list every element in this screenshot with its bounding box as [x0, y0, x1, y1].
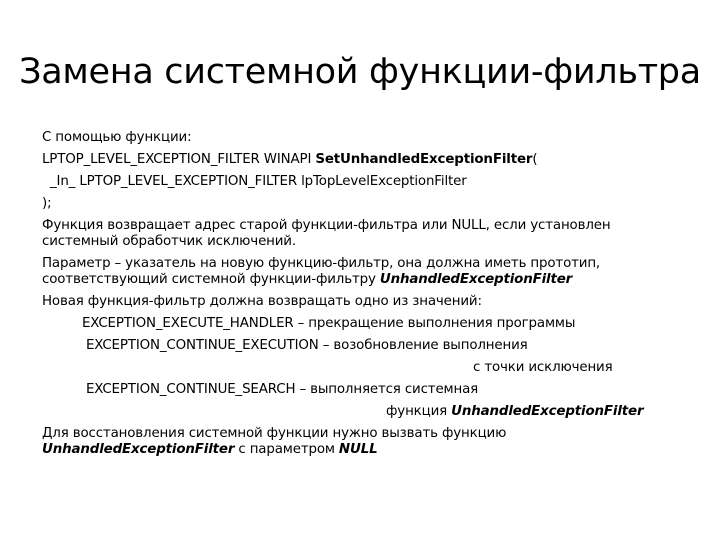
- null-keyword: NULL: [338, 442, 378, 457]
- filter-function-name: UnhandledExceptionFilter: [451, 404, 644, 419]
- return-description: [42, 218, 692, 250]
- value-continue-search-text: функция: [386, 404, 452, 419]
- signature-suffix: (: [532, 152, 538, 167]
- signature-parameter: _In_ LPTOP_LEVEL_EXCEPTION_FILTER lpTopLevelExceptionFilter: [50, 174, 467, 189]
- return-description-line: Функция возвращает адрес старой функции-фильтра или NULL, если установлен: [42, 218, 611, 233]
- parameter-description-text: соответствующий системной функции-фильтру: [42, 272, 380, 287]
- filter-function-name: UnhandledExceptionFilter: [379, 272, 573, 287]
- function-signature: [42, 152, 692, 168]
- restore-description-line: [42, 442, 692, 458]
- value-continue-execution: EXCEPTION_CONTINUE_EXECUTION – возобновление выполнения: [86, 338, 528, 353]
- value-continue-execution-cont: с точки исключения: [473, 360, 613, 375]
- restore-description: [42, 426, 692, 458]
- signature-prefix: LPTOP_LEVEL_EXCEPTION_FILTER WINAPI: [42, 152, 316, 167]
- restore-description-text: с параметром: [234, 442, 339, 457]
- slide-title: Замена системной функции-фильтра: [19, 52, 701, 92]
- parameter-description-line: [42, 272, 692, 288]
- signature-function-name: SetUnhandledExceptionFilter: [315, 152, 533, 167]
- value-continue-search: EXCEPTION_CONTINUE_SEARCH – выполняется системная: [86, 382, 479, 397]
- value-execute-handler: EXCEPTION_EXECUTE_HANDLER – прекращение выполнения программы: [82, 316, 576, 331]
- restore-description-line: Для восстановления системной функции нужно вызвать функцию: [42, 426, 507, 441]
- filter-function-name: UnhandledExceptionFilter: [42, 442, 235, 457]
- intro-text: С помощью функции:: [42, 130, 192, 145]
- parameter-description-line: Параметр – указатель на новую функцию-фильтр, она должна иметь прототип,: [42, 256, 601, 271]
- return-description-line: системный обработчик исключений.: [42, 234, 296, 249]
- return-values-intro: Новая функция-фильтр должна возвращать одно из значений:: [42, 294, 482, 309]
- parameter-description: [42, 256, 692, 288]
- slide-body: [42, 130, 692, 458]
- value-continue-search-cont: [42, 404, 692, 420]
- signature-close: );: [42, 196, 52, 211]
